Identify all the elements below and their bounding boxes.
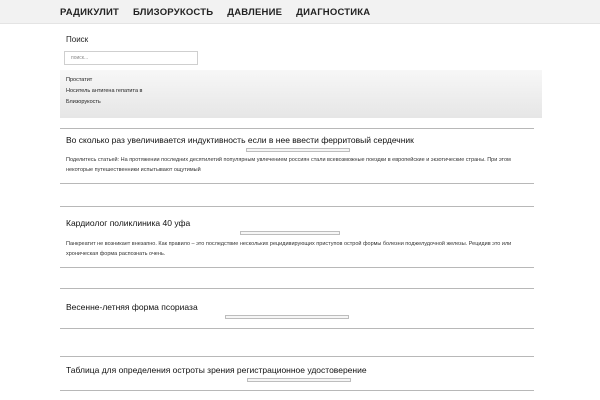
search-input[interactable] [64, 51, 198, 65]
post-meta-bar [225, 315, 349, 319]
post-divider [60, 390, 534, 391]
nav-item-blizorukost[interactable]: БЛИЗОРУКОСТЬ [133, 6, 214, 18]
post-title[interactable]: Во сколько раз увеличивается индуктивность если в нее ввести ферритовый сердечник [66, 135, 414, 145]
top-navigation [0, 0, 600, 24]
post-item [60, 128, 534, 186]
nav-item-radikulit[interactable]: РАДИКУЛИТ [60, 6, 119, 18]
sidebar-link-antigen[interactable]: Носитель антигена гепатита в [66, 88, 143, 94]
sidebar-link-blizorukost[interactable]: Близорукость [66, 99, 101, 105]
post-divider [60, 267, 534, 268]
post-meta-bar [246, 148, 350, 152]
sidebar-links [66, 75, 142, 108]
post-divider [60, 288, 534, 289]
post-title[interactable]: Таблица для определения остроты зрения регистрационное удостоверение [66, 365, 367, 375]
nav-item-diagnostika[interactable]: ДИАГНОСТИКА [296, 6, 371, 18]
post-divider [60, 183, 534, 184]
post-divider [60, 356, 534, 357]
sidebar-link-prostatit[interactable]: Простатит [66, 77, 93, 83]
post-item [60, 288, 534, 332]
nav-item-davlenie[interactable]: ДАВЛЕНИЕ [227, 6, 283, 18]
post-meta-bar [240, 231, 340, 235]
post-divider [60, 206, 534, 207]
post-meta-bar [247, 378, 351, 382]
nav-menu [0, 0, 600, 24]
post-title[interactable]: Весенне-летняя форма псориаза [66, 302, 198, 312]
post-title[interactable]: Кардиолог поликлиника 40 уфа [66, 218, 191, 228]
post-divider [60, 328, 534, 329]
search-label: Поиск [66, 35, 89, 44]
post-item [60, 356, 534, 396]
post-item [60, 206, 534, 270]
post-excerpt: Панкреатит не возникает внезапно. Как правило – это последствие нескольких рецидивирующих приступов острой формы болезни поджелудочной железы. Рецидив это или хроническая форма распознать очень. [66, 241, 512, 257]
post-divider [60, 128, 534, 129]
post-excerpt: Поделитесь статьей: На протяжении последних десятилетий популярным увлечением россиян стали всевозможные поездки в европейские и экзотические страны. При этом некоторые путешественники испытывают ощутимый [66, 157, 511, 173]
